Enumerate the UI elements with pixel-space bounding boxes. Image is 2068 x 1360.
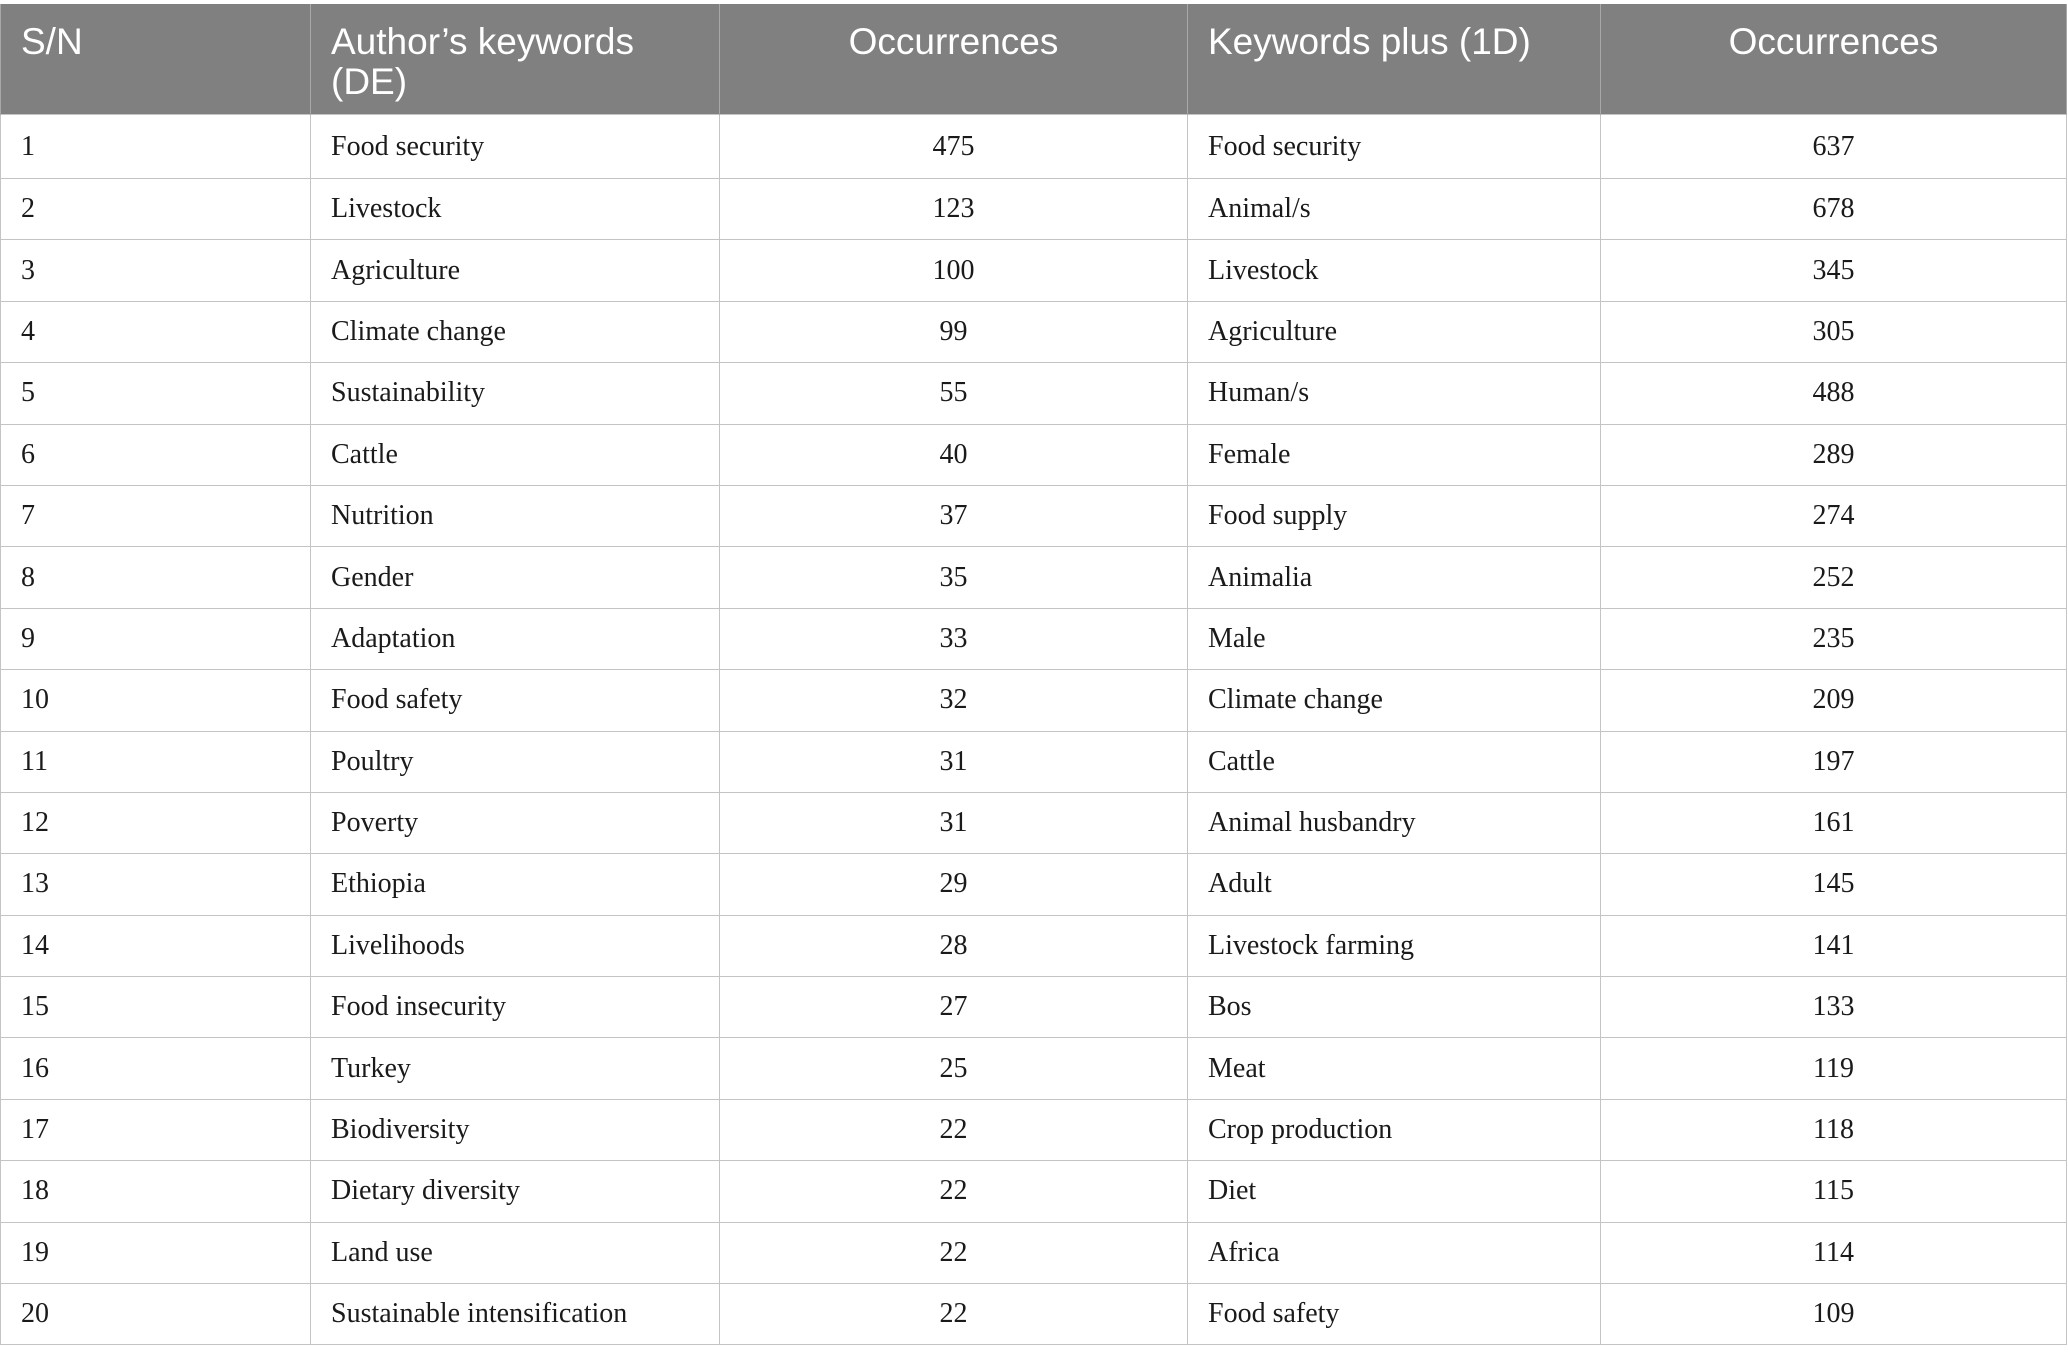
cell-author-keyword: Poultry [311, 731, 720, 792]
cell-sn: 20 [1, 1284, 311, 1345]
cell-author-keyword: Adaptation [311, 608, 720, 669]
table-row [1, 363, 2067, 424]
cell-keyword-plus: Livestock farming [1188, 915, 1601, 976]
cell-keyword-plus-occurrences: 133 [1601, 977, 2067, 1038]
header-row [1, 4, 2067, 115]
cell-author-keyword: Gender [311, 547, 720, 608]
cell-keyword-plus-occurrences: 161 [1601, 792, 2067, 853]
cell-keyword-plus: Bos [1188, 977, 1601, 1038]
table-row [1, 608, 2067, 669]
cell-author-keyword-occurrences: 32 [720, 670, 1188, 731]
cell-author-keyword-occurrences: 123 [720, 179, 1188, 240]
cell-keyword-plus: Human/s [1188, 363, 1601, 424]
table-row [1, 1099, 2067, 1160]
cell-author-keyword: Livelihoods [311, 915, 720, 976]
cell-author-keyword: Turkey [311, 1038, 720, 1099]
cell-keyword-plus-occurrences: 637 [1601, 115, 2067, 179]
cell-keyword-plus: Food security [1188, 115, 1601, 179]
table-row [1, 547, 2067, 608]
cell-keyword-plus: Diet [1188, 1161, 1601, 1222]
cell-sn: 16 [1, 1038, 311, 1099]
cell-author-keyword-occurrences: 28 [720, 915, 1188, 976]
cell-keyword-plus: Cattle [1188, 731, 1601, 792]
cell-author-keyword: Cattle [311, 424, 720, 485]
cell-keyword-plus: Animal husbandry [1188, 792, 1601, 853]
cell-keyword-plus: Crop production [1188, 1099, 1601, 1160]
table-row [1, 670, 2067, 731]
cell-author-keyword: Food insecurity [311, 977, 720, 1038]
cell-keyword-plus-occurrences: 305 [1601, 301, 2067, 362]
cell-author-keyword-occurrences: 25 [720, 1038, 1188, 1099]
cell-author-keyword-occurrences: 31 [720, 792, 1188, 853]
table-row [1, 977, 2067, 1038]
table-row [1, 1161, 2067, 1222]
cell-author-keyword: Dietary diversity [311, 1161, 720, 1222]
cell-author-keyword: Ethiopia [311, 854, 720, 915]
header-occurrences-id: Occurrences [1601, 4, 2067, 115]
cell-keyword-plus-occurrences: 678 [1601, 179, 2067, 240]
table-row [1, 115, 2067, 179]
cell-author-keyword: Agriculture [311, 240, 720, 301]
header-keywords-plus: Keywords plus (1D) [1188, 4, 1601, 115]
cell-keyword-plus-occurrences: 114 [1601, 1222, 2067, 1283]
cell-keyword-plus-occurrences: 119 [1601, 1038, 2067, 1099]
cell-sn: 11 [1, 731, 311, 792]
cell-author-keyword-occurrences: 22 [720, 1284, 1188, 1345]
table-row [1, 854, 2067, 915]
keywords-table-container [0, 4, 2066, 1345]
cell-author-keyword: Nutrition [311, 485, 720, 546]
cell-keyword-plus-occurrences: 345 [1601, 240, 2067, 301]
cell-sn: 8 [1, 547, 311, 608]
cell-author-keyword-occurrences: 31 [720, 731, 1188, 792]
cell-keyword-plus-occurrences: 209 [1601, 670, 2067, 731]
cell-keyword-plus: Livestock [1188, 240, 1601, 301]
cell-author-keyword-occurrences: 29 [720, 854, 1188, 915]
cell-keyword-plus: Food safety [1188, 1284, 1601, 1345]
cell-sn: 19 [1, 1222, 311, 1283]
cell-keyword-plus-occurrences: 289 [1601, 424, 2067, 485]
cell-author-keyword-occurrences: 99 [720, 301, 1188, 362]
cell-keyword-plus: Male [1188, 608, 1601, 669]
cell-author-keyword-occurrences: 27 [720, 977, 1188, 1038]
cell-keyword-plus: Africa [1188, 1222, 1601, 1283]
cell-author-keyword-occurrences: 35 [720, 547, 1188, 608]
table-row [1, 240, 2067, 301]
table-row [1, 792, 2067, 853]
table-row [1, 1038, 2067, 1099]
cell-author-keyword-occurrences: 100 [720, 240, 1188, 301]
cell-author-keyword-occurrences: 22 [720, 1161, 1188, 1222]
cell-sn: 17 [1, 1099, 311, 1160]
cell-author-keyword-occurrences: 40 [720, 424, 1188, 485]
cell-author-keyword-occurrences: 22 [720, 1222, 1188, 1283]
header-author-keywords-line2: (DE) [331, 61, 408, 102]
cell-keyword-plus: Animal/s [1188, 179, 1601, 240]
cell-sn: 2 [1, 179, 311, 240]
table-body [1, 115, 2067, 1345]
table-row [1, 1284, 2067, 1345]
table-row [1, 915, 2067, 976]
cell-keyword-plus-occurrences: 274 [1601, 485, 2067, 546]
cell-author-keyword: Poverty [311, 792, 720, 853]
cell-author-keyword: Climate change [311, 301, 720, 362]
cell-author-keyword: Sustainable intensification [311, 1284, 720, 1345]
cell-keyword-plus-occurrences: 141 [1601, 915, 2067, 976]
cell-keyword-plus: Female [1188, 424, 1601, 485]
cell-author-keyword: Sustainability [311, 363, 720, 424]
cell-keyword-plus-occurrences: 115 [1601, 1161, 2067, 1222]
keywords-table [0, 4, 2067, 1345]
table-row [1, 424, 2067, 485]
cell-keyword-plus-occurrences: 118 [1601, 1099, 2067, 1160]
cell-author-keyword: Biodiversity [311, 1099, 720, 1160]
table-row [1, 179, 2067, 240]
table-row [1, 731, 2067, 792]
cell-sn: 9 [1, 608, 311, 669]
cell-author-keyword: Food safety [311, 670, 720, 731]
cell-sn: 15 [1, 977, 311, 1038]
cell-author-keyword-occurrences: 55 [720, 363, 1188, 424]
cell-keyword-plus-occurrences: 488 [1601, 363, 2067, 424]
cell-keyword-plus: Adult [1188, 854, 1601, 915]
cell-sn: 14 [1, 915, 311, 976]
cell-keyword-plus-occurrences: 109 [1601, 1284, 2067, 1345]
cell-keyword-plus-occurrences: 235 [1601, 608, 2067, 669]
cell-sn: 4 [1, 301, 311, 362]
cell-author-keyword-occurrences: 475 [720, 115, 1188, 179]
cell-keyword-plus-occurrences: 145 [1601, 854, 2067, 915]
cell-keyword-plus: Animalia [1188, 547, 1601, 608]
table-header [1, 4, 2067, 115]
cell-author-keyword: Food security [311, 115, 720, 179]
cell-sn: 13 [1, 854, 311, 915]
cell-sn: 6 [1, 424, 311, 485]
cell-keyword-plus: Agriculture [1188, 301, 1601, 362]
cell-sn: 12 [1, 792, 311, 853]
cell-sn: 5 [1, 363, 311, 424]
header-occurrences-de: Occurrences [720, 4, 1188, 115]
cell-keyword-plus: Climate change [1188, 670, 1601, 731]
cell-author-keyword: Land use [311, 1222, 720, 1283]
cell-keyword-plus: Food supply [1188, 485, 1601, 546]
cell-keyword-plus-occurrences: 197 [1601, 731, 2067, 792]
table-row [1, 301, 2067, 362]
cell-sn: 3 [1, 240, 311, 301]
header-author-keywords [311, 4, 720, 115]
cell-sn: 18 [1, 1161, 311, 1222]
cell-keyword-plus-occurrences: 252 [1601, 547, 2067, 608]
header-sn: S/N [1, 4, 311, 115]
cell-author-keyword-occurrences: 37 [720, 485, 1188, 546]
cell-sn: 1 [1, 115, 311, 179]
table-row [1, 485, 2067, 546]
cell-sn: 10 [1, 670, 311, 731]
cell-author-keyword-occurrences: 33 [720, 608, 1188, 669]
cell-keyword-plus: Meat [1188, 1038, 1601, 1099]
table-row [1, 1222, 2067, 1283]
cell-sn: 7 [1, 485, 311, 546]
header-author-keywords-line1: Author’s keywords [331, 21, 634, 62]
cell-author-keyword: Livestock [311, 179, 720, 240]
cell-author-keyword-occurrences: 22 [720, 1099, 1188, 1160]
